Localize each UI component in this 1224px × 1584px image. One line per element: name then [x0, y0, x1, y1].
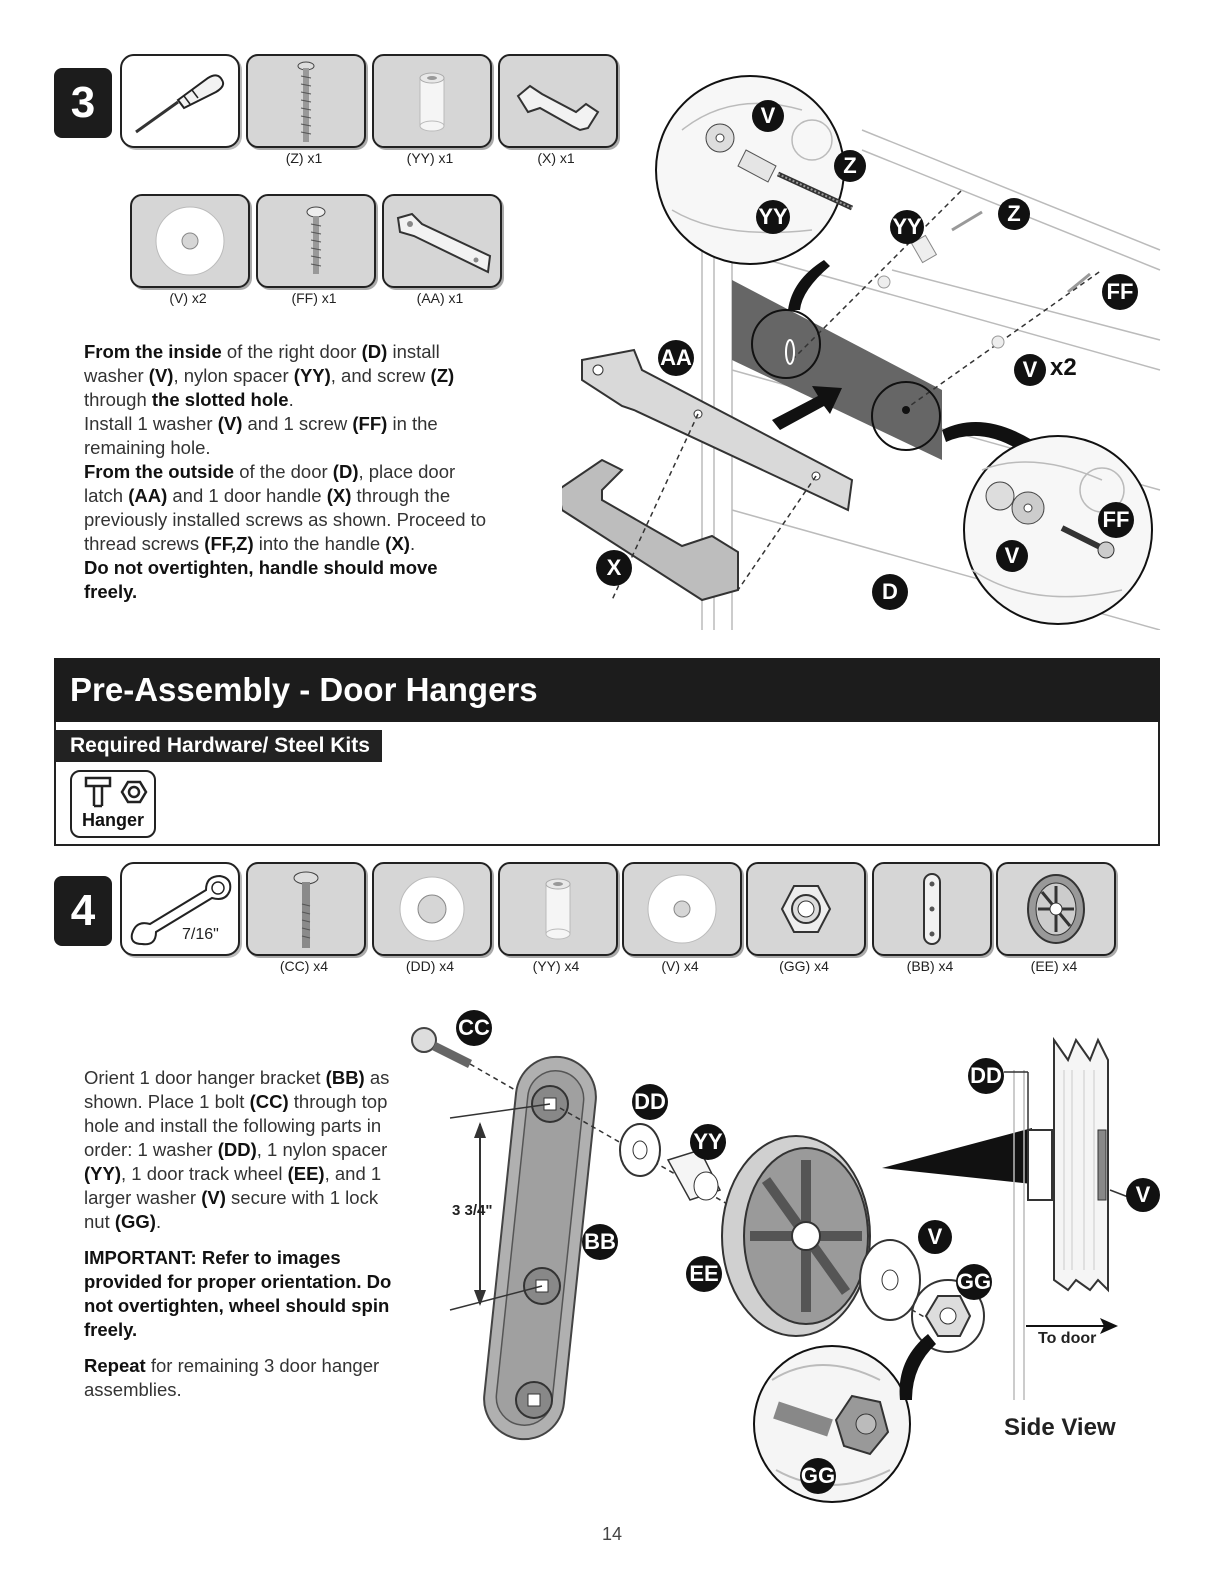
body-text: secure with 1 lock nut: [84, 1187, 379, 1232]
bold-text: (BB): [325, 1067, 365, 1088]
part-latch-aa: [382, 194, 502, 288]
bold-text: (D): [332, 461, 359, 482]
step3-paragraph-3: [84, 460, 494, 556]
step4-instructions: [84, 1066, 394, 1402]
step3-paragraph-4: [84, 556, 494, 604]
bold-text: (V): [148, 365, 174, 386]
label-yy-4: YY: [690, 1124, 726, 1160]
qty-ff: (FF) x1: [291, 290, 337, 306]
qty-bb: (BB) x4: [906, 958, 954, 974]
bold-text: the slotted hole: [151, 389, 289, 410]
label-ff-right: FF: [1102, 274, 1138, 310]
bold-text: (DD): [217, 1139, 257, 1160]
bold-text: (GG): [114, 1211, 156, 1232]
step4-paragraph-1: [84, 1066, 394, 1234]
label-z-top: Z: [834, 150, 866, 182]
bracket-icon: [874, 864, 990, 954]
part-nut-gg: [746, 862, 866, 956]
qty-yy: (YY) x1: [406, 150, 454, 166]
qty-yy-4: (YY) x4: [532, 958, 580, 974]
bold-text: (D): [361, 341, 388, 362]
qty-v-4: (V) x4: [661, 958, 699, 974]
screwdriver-tool: [120, 54, 240, 148]
bold-text: (YY): [293, 365, 331, 386]
side-view-label: Side View: [1004, 1414, 1116, 1441]
qty-dd: (DD) x4: [405, 958, 455, 974]
screw-icon: [248, 56, 364, 146]
bold-text: (V): [201, 1187, 226, 1208]
washer-icon: [374, 864, 490, 954]
label-dd: DD: [632, 1084, 668, 1120]
body-text: .: [288, 389, 294, 410]
body-text: , 1 door track wheel: [121, 1163, 288, 1184]
body-text: , nylon spacer: [173, 365, 294, 386]
qty-aa: (AA) x1: [416, 290, 464, 306]
section-subtitle: Required Hardware/ Steel Kits: [56, 730, 382, 762]
bold-text: Repeat: [84, 1355, 146, 1376]
label-d: D: [872, 574, 908, 610]
body-text: .: [155, 1211, 162, 1232]
body-text: , and screw: [330, 365, 431, 386]
label-gg-zoom: GG: [800, 1458, 836, 1494]
label-v-zoom: V: [996, 540, 1028, 572]
label-yy-top: YY: [756, 200, 790, 234]
part-washer-v-4: [622, 862, 742, 956]
bold-text: (X): [385, 533, 410, 554]
spacer-icon: [374, 56, 490, 146]
to-door-label: To door: [1038, 1330, 1097, 1347]
nut-icon: [748, 864, 864, 954]
body-text: through: [84, 389, 152, 410]
label-x2: x2: [1050, 354, 1077, 381]
spacer-icon: [500, 864, 616, 954]
part-bolt-cc: [246, 862, 366, 956]
bold-text: (EE): [287, 1163, 325, 1184]
body-text: Install 1 washer: [84, 413, 218, 434]
bold-text: (CC): [249, 1091, 289, 1112]
body-text: .: [409, 533, 416, 554]
label-gg: GG: [956, 1264, 992, 1300]
wrench-size: 7/16": [182, 926, 219, 943]
page-number: 14: [601, 1524, 623, 1544]
hanger-kit-icon: [70, 770, 156, 838]
part-washer-v: [130, 194, 250, 288]
step-4-badge: 4: [54, 876, 112, 946]
part-spacer-yy-4: [498, 862, 618, 956]
bolt-nut-icon: [72, 772, 154, 812]
body-text: of the door: [234, 461, 333, 482]
label-bb: BB: [582, 1224, 618, 1260]
qty-x: (X) x1: [537, 150, 575, 166]
body-text: of the right door: [221, 341, 362, 362]
label-ee: EE: [686, 1256, 722, 1292]
section-title: Pre-Assembly - Door Hangers: [54, 658, 1160, 722]
hanger-kit-label: Hanger: [81, 810, 144, 830]
screw-icon: [258, 196, 374, 286]
step3-paragraph-2: [84, 412, 494, 460]
qty-cc: (CC) x4: [279, 958, 329, 974]
body-text: and 1 door handle: [167, 485, 327, 506]
step4-paragraph-3: [84, 1354, 394, 1402]
step4-paragraph-2: [84, 1246, 394, 1342]
washer-icon: [132, 196, 248, 286]
latch-icon: [384, 196, 500, 286]
wrench-icon: [122, 864, 238, 954]
qty-ee: (EE) x4: [1030, 958, 1078, 974]
label-v-side: V: [1126, 1178, 1160, 1212]
label-v-top: V: [752, 100, 784, 132]
label-x: X: [596, 550, 632, 586]
body-text: in the remaining hole.: [84, 413, 438, 458]
bold-text: From the outside: [84, 461, 235, 482]
qty-v: (V) x2: [169, 290, 207, 306]
bold-text: Do not overtighten, handle should move freely.: [84, 557, 438, 602]
label-z-mid: Z: [998, 198, 1030, 230]
body-text: into the handle: [253, 533, 386, 554]
body-text: through top hole and install the following parts in order: 1 washer: [84, 1091, 388, 1160]
bold-text: (Z): [430, 365, 455, 386]
bold-text: (X): [326, 485, 352, 506]
bold-text: From the inside: [84, 341, 222, 362]
part-wheel-ee: [996, 862, 1116, 956]
part-spacer-yy: [372, 54, 492, 148]
qty-gg: (GG) x4: [779, 958, 829, 974]
body-text: for remaining 3 door hanger assemblies.: [84, 1355, 380, 1400]
label-v-4: V: [918, 1220, 952, 1254]
washer-icon: [624, 864, 740, 954]
part-screw-ff: [256, 194, 376, 288]
wrench-tool: [120, 862, 240, 956]
body-text: and 1 screw: [242, 413, 353, 434]
label-ff-zoom: FF: [1098, 502, 1134, 538]
qty-z: (Z) x1: [285, 150, 323, 166]
step3-instructions: [84, 340, 494, 604]
wheel-icon: [998, 864, 1114, 954]
body-text: , and 1 larger washer: [84, 1163, 382, 1208]
bold-text: (YY): [84, 1163, 121, 1184]
bold-text: (FF): [352, 413, 388, 434]
label-yy-mid: YY: [890, 210, 924, 244]
body-text: , 1 nylon spacer: [256, 1139, 388, 1160]
part-screw-z: [246, 54, 366, 148]
screwdriver-icon: [122, 56, 238, 146]
part-washer-dd: [372, 862, 492, 956]
bold-text: (V): [217, 413, 243, 434]
body-text: as shown. Place 1 bolt: [84, 1067, 390, 1112]
label-aa: AA: [658, 340, 694, 376]
step3-paragraph-1: [84, 340, 494, 412]
body-text: install washer: [84, 341, 440, 386]
bold-text: (FF,Z): [204, 533, 254, 554]
bolt-icon: [248, 864, 364, 954]
bold-text: IMPORTANT: Refer to images provided for proper orientation. Do not overtighten, wheel should spin freely.: [84, 1247, 392, 1340]
step-3-badge: 3: [54, 68, 112, 138]
body-text: through the previously installed screws as shown. Proceed to thread screws: [84, 485, 487, 554]
label-dd-side: DD: [968, 1058, 1004, 1094]
body-text: , place door latch: [84, 461, 456, 506]
part-bracket-bb: [872, 862, 992, 956]
body-text: Orient 1 door hanger bracket: [84, 1067, 326, 1088]
step3-diagram: [562, 70, 1162, 630]
label-cc: CC: [456, 1010, 492, 1046]
bold-text: (AA): [128, 485, 168, 506]
dimension-label: 3 3/4": [452, 1202, 493, 1219]
label-v-x2: V: [1014, 354, 1046, 386]
